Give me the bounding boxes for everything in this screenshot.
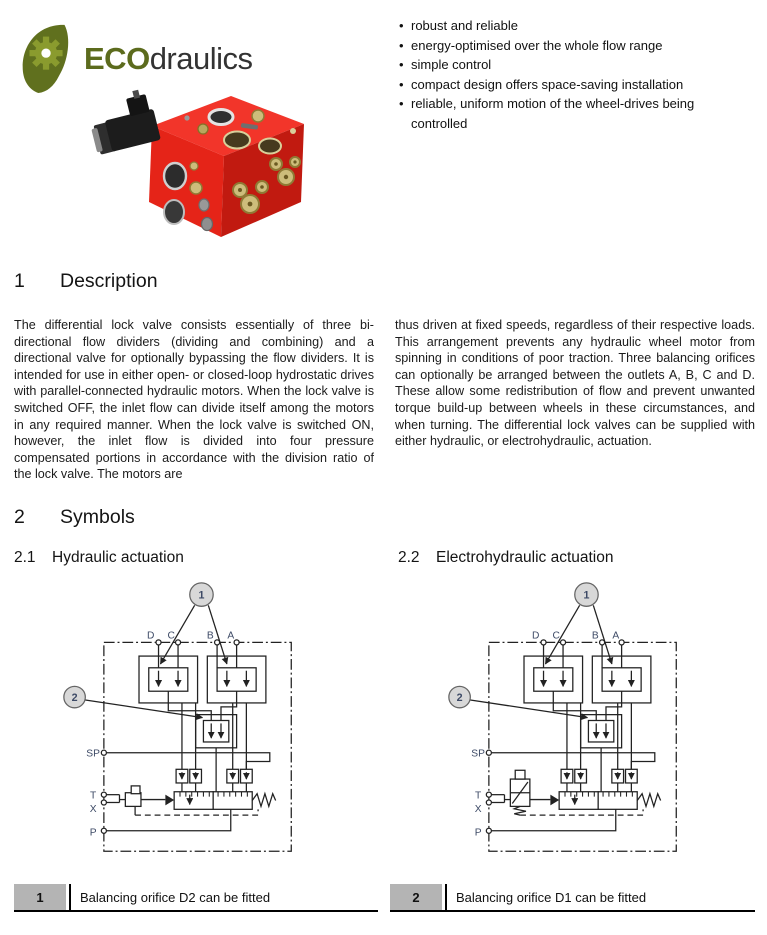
description-column-right: thus driven at fixed speeds, regardless of their respective loads. This arrangement prevents any hydraulic wheel motor from spinning in conditions of poor traction. Three balancing orifices can optionally be arranged between the outlets A, B, C and D. These allow some redistribution of flow and prevent unwanted torque build-up between wheels in these circumstances, and when turning. The differential lock valves can be supplied with either hydraulic, or electrohydraulic, actuation. xyxy=(395,318,755,449)
section-symbols-heading xyxy=(14,506,135,529)
solenoid-pilot-valve-symbol xyxy=(510,770,530,815)
hydraulic-pilot-plug-symbol xyxy=(125,786,141,815)
legend-row-2 xyxy=(390,884,755,912)
heading-title: Electrohydraulic actuation xyxy=(436,549,614,566)
feature-item: • energy-optimised over the whole flow range xyxy=(399,36,751,56)
legend-text: Balancing orifice D1 can be fitted xyxy=(456,889,647,905)
heading-number: 2.1 xyxy=(14,549,36,566)
solenoid-coil xyxy=(90,87,161,155)
feature-item: • reliable, uniform motion of the wheel-drives being controlled xyxy=(399,94,751,133)
feature-item: • simple control xyxy=(399,55,751,75)
valve-block-photo xyxy=(90,84,308,244)
heading-title: Hydraulic actuation xyxy=(52,549,184,566)
feature-item: • robust and reliable xyxy=(399,16,751,36)
description-column-left: The differential lock valve consists essentially of three bi-directional flow dividers (dividing and combining) and a directional valve for optionally bypassing the flow dividers. It is intended for use in either open- or closed-loop hydrostatic drives with parallel-connected hydraulic motors. When the lock valve is switched OFF, the inlet flow can divide itself among the motors in any required manner. When the lock valve is switched ON, however, the inlet flow is divided into four pressure compensated portions in accordance with the division ratio of the lock valve. The motors are xyxy=(14,318,374,482)
description-columns xyxy=(14,317,755,483)
legend-row-1 xyxy=(14,884,378,912)
brand-draulics-text: draulics xyxy=(149,40,253,76)
legend-number-box: 2 xyxy=(390,884,442,910)
heading-number: 2.2 xyxy=(398,549,420,566)
heading-title: Symbols xyxy=(60,506,135,528)
hydraulic-actuation-diagram xyxy=(57,578,303,863)
heading-number: 1 xyxy=(14,270,25,292)
electrohydraulic-actuation-diagram xyxy=(442,578,688,863)
subsection-electrohydraulic-heading xyxy=(398,549,614,567)
heading-title: Description xyxy=(60,270,158,292)
legend-text: Balancing orifice D2 can be fitted xyxy=(80,889,271,905)
subsection-hydraulic-heading xyxy=(14,549,184,567)
feature-list xyxy=(399,16,751,133)
feature-item: • compact design offers space-saving installation xyxy=(399,75,751,95)
brand-wordmark xyxy=(84,40,253,76)
section-description-heading xyxy=(14,270,158,293)
legend-number-box: 1 xyxy=(14,884,66,910)
brand-eco-text: ECO xyxy=(84,40,150,76)
leaf-gear-logo-icon xyxy=(16,22,78,94)
heading-number: 2 xyxy=(14,506,25,528)
